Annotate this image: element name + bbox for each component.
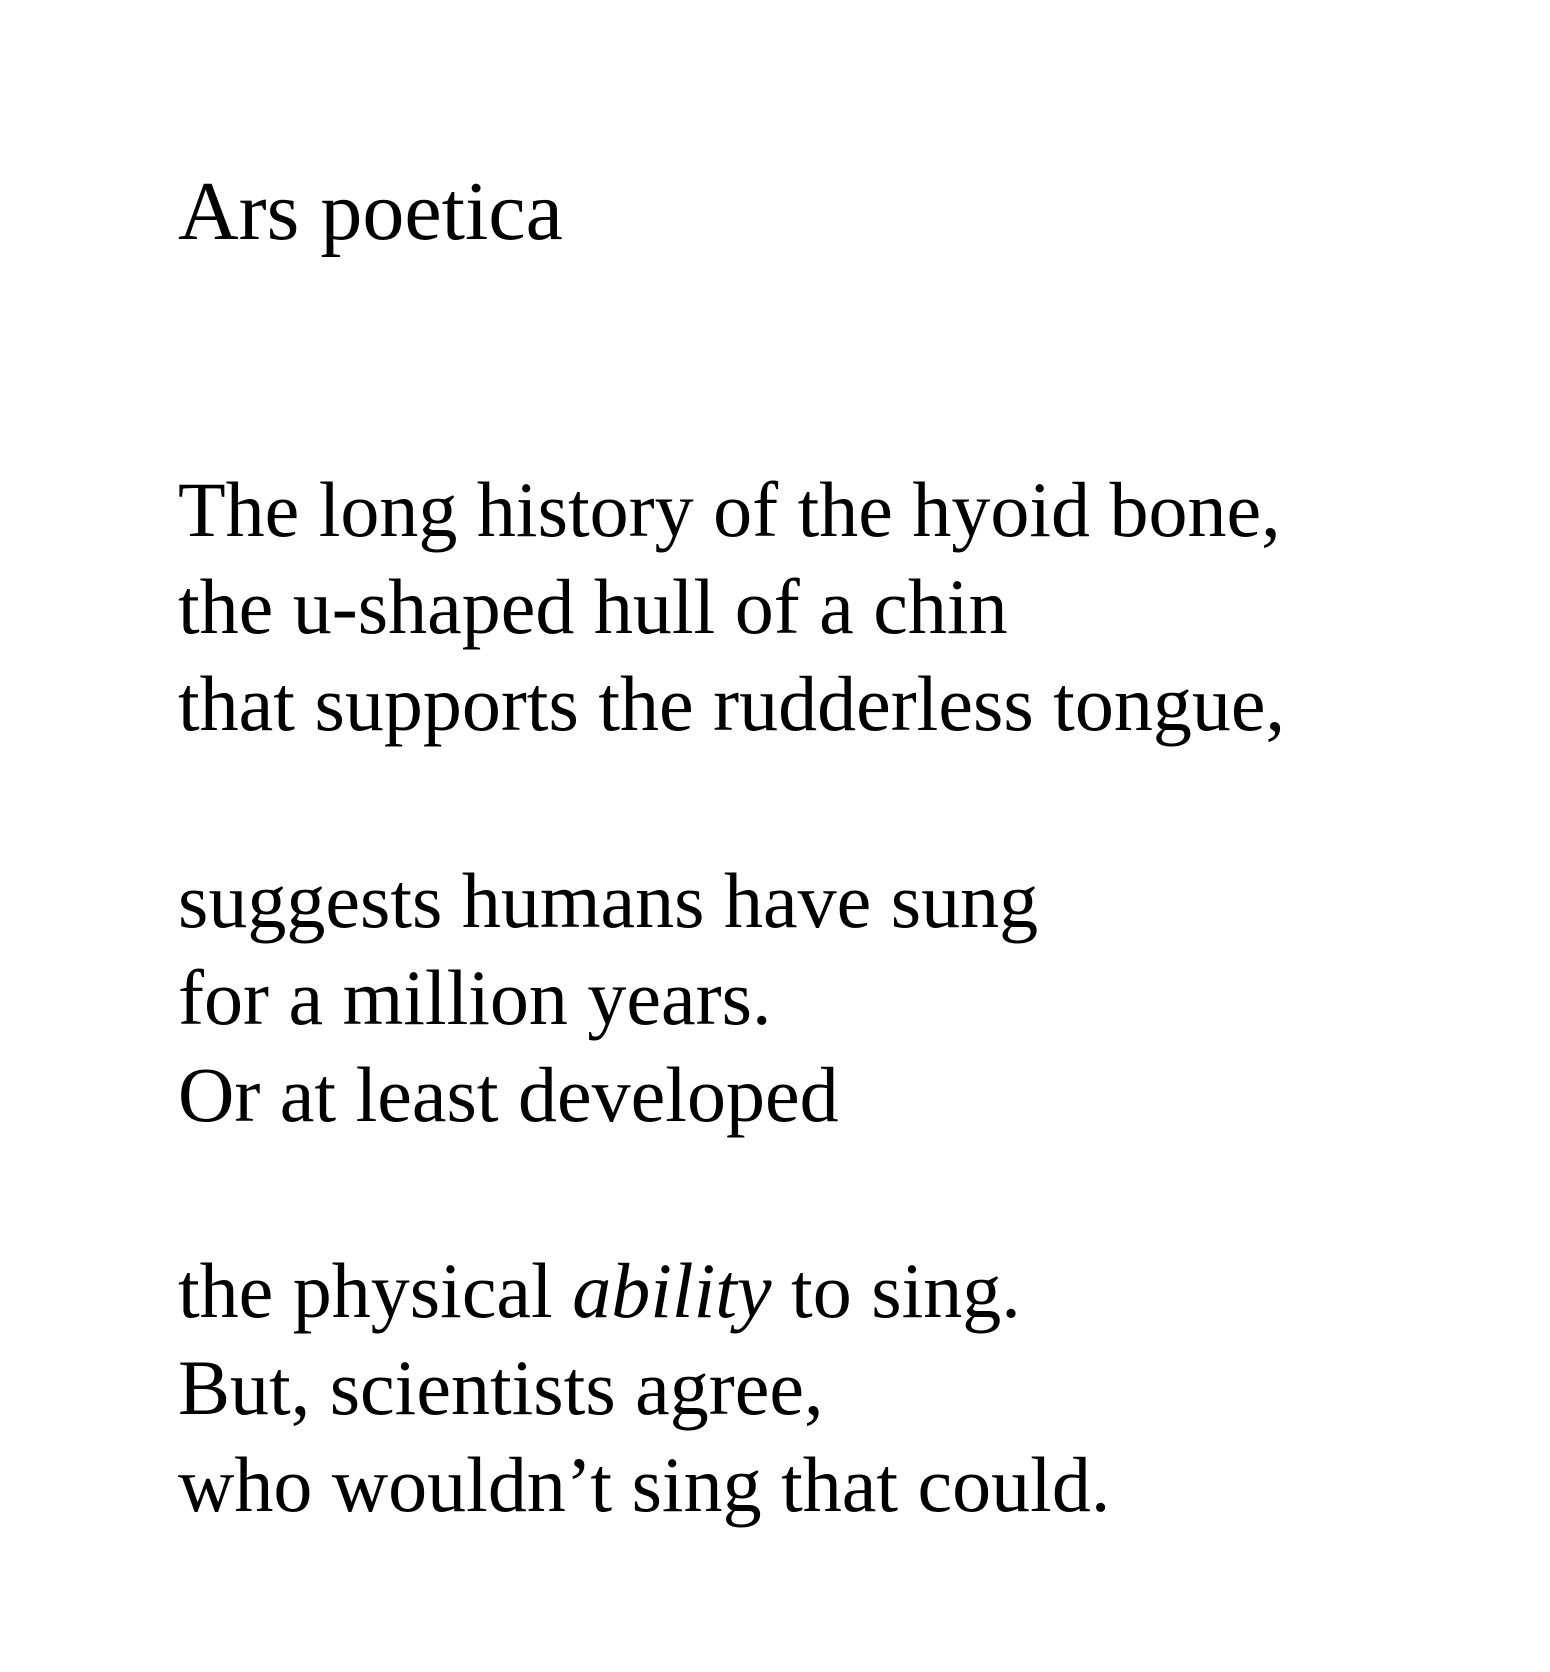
poem-title: Ars poetica: [178, 165, 563, 258]
poem-line: The long history of the hyoid bone,: [178, 466, 1281, 553]
poem-line: the u-shaped hull of a chin: [178, 563, 1008, 650]
poem-line: who wouldn’t sing that could.: [178, 1441, 1111, 1528]
poem-line: Or at least developed: [178, 1051, 839, 1138]
line-text-after-emphasis: to sing.: [771, 1247, 1021, 1334]
stanza-2: [178, 852, 1038, 1143]
poem-line: that supports the rudderless tongue,: [178, 660, 1285, 747]
stanza-1: [178, 461, 1285, 752]
poem-line: suggests humans have sung: [178, 857, 1039, 944]
poem-line-with-emphasis: [178, 1242, 1110, 1339]
poem-line: But, scientists agree,: [178, 1344, 824, 1431]
line-text-before-emphasis: the physical: [178, 1247, 573, 1334]
stanza-3: [178, 1242, 1110, 1533]
poem-line: for a million years.: [178, 954, 772, 1041]
emphasized-word: ability: [572, 1247, 772, 1334]
